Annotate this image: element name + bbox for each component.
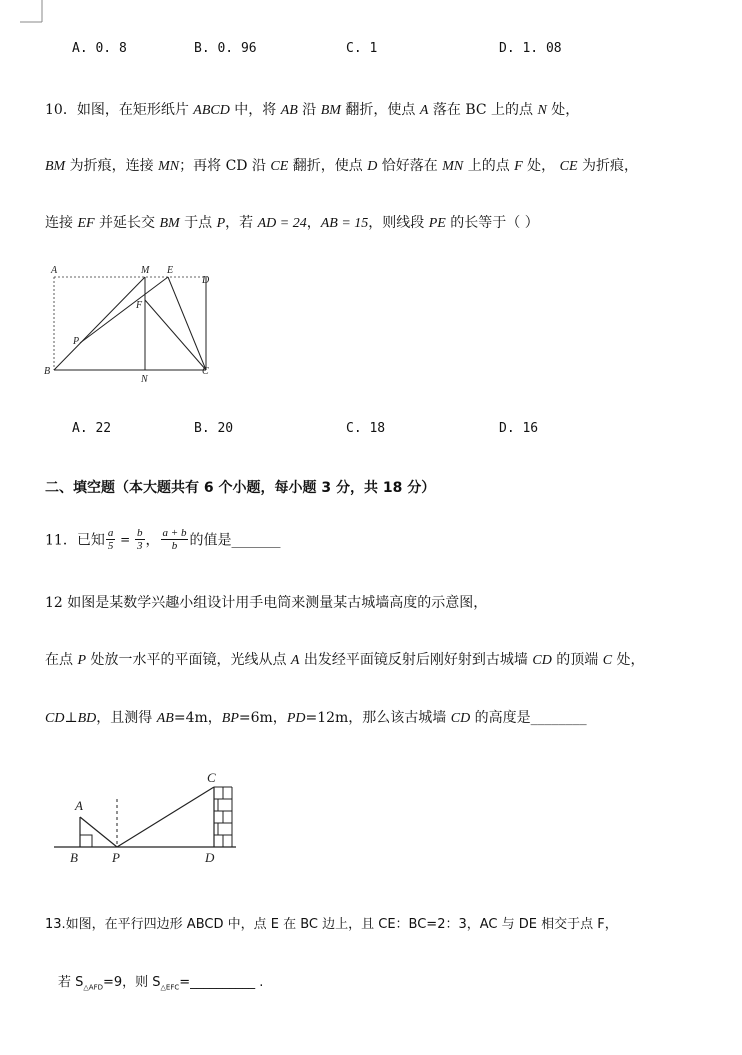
q10-line-3: 连接 EF 并延长交 BM 于点 P，若 AD = 24，AB = 15，则线段 PE 的长等于（ ） — [45, 215, 539, 231]
q9-option-c: C. 1 — [346, 41, 378, 56]
fig-label-a: A — [51, 265, 58, 276]
fig-label-b: B — [70, 850, 78, 865]
fig-ap-ray — [80, 817, 117, 847]
q9-option-b: B. 0. 96 — [194, 41, 257, 56]
q12-line-1: 12 如图是某数学兴趣小组设计用手电筒来测量某古城墙高度的示意图， — [45, 595, 488, 611]
fig-label-c: C — [202, 366, 209, 377]
fig-ec — [168, 277, 206, 370]
q10-option-a: A. 22 — [72, 421, 112, 436]
fig-label-b: B — [44, 366, 51, 377]
fig-label-a: A — [75, 798, 83, 813]
q11-fraction-a5: $\frac{a}{5}$ — [107, 527, 114, 552]
fig-fc — [145, 300, 206, 370]
fig-label-n: N — [141, 374, 148, 385]
q11-fraction-sum: $\frac{a + b}{b}$ — [162, 527, 187, 552]
fig-label-p: P — [112, 850, 120, 865]
fig-pc-ray — [117, 787, 214, 847]
fig-pe — [80, 277, 168, 343]
q12-line-2: 在点 P 处放一水平的平面镜，光线从点 A 出发经平面镜反射后刚好射到古城墙 CD 的顶端 C 处， — [45, 652, 645, 668]
q10-option-b: B. 20 — [194, 421, 234, 436]
q9-option-a: A. 0. 8 — [72, 41, 127, 56]
q13-line-2: 若 $S_{\triangle AFD}=9$，则 $S_{\triangle EFC}=\_\_\_\_\_\_\_\_\_\_$ . — [58, 975, 264, 992]
q13-line-1: 13.如图，在平行四边形 ABCD 中，点 E 在 BC 边上，且 CE：BC=2：3，AC 与 DE 相交于点 F， — [45, 917, 618, 932]
fig-mc — [145, 277, 206, 370]
q10-rectangle-figure — [40, 262, 220, 386]
fig-label-m: M — [141, 265, 150, 276]
section-2-heading: 二、填空题（本大题共有 6 个小题，每小题 3 分，共 18 分） — [45, 480, 436, 496]
q10-option-d: D. 16 — [499, 421, 539, 436]
q12-wall-mirror-figure — [50, 765, 250, 869]
corner-crop-mark — [20, 0, 44, 24]
fig-label-e: E — [167, 265, 174, 276]
fig-label-p: P — [73, 336, 80, 347]
q10-line-2: BM 为折痕，连接 MN；再将 CD 沿 CE 翻折，使点 D 恰好落在 MN 上的点 F 处， CE 为折痕， — [45, 158, 638, 174]
q10-line-1: 10．如图，在矩形纸片 ABCD 中，将 AB 沿 BM 翻折，使点 A 落在 BC 上的点 N 处， — [45, 102, 580, 118]
q11-line: 11．已知 $\frac{a}{5}$ = $\frac{b}{3}$ ， $\frac{a + b}{b}$ 的值是_______ — [45, 527, 281, 552]
q9-option-d: D. 1. 08 — [499, 41, 562, 56]
q11-fraction-b3: $\frac{b}{3}$ — [137, 527, 143, 552]
q10-option-c: C. 18 — [346, 421, 386, 436]
q12-line-3: CD⊥BD，且测得 AB=4m，BP=6m，PD=12m，那么该古城墙 CD 的高度是________ — [45, 710, 587, 726]
fig-right-angle — [80, 835, 92, 847]
fig-label-d: D — [202, 275, 210, 286]
fig-label-d: D — [205, 850, 215, 865]
fig-label-f: F — [136, 300, 143, 311]
fig-bm — [54, 277, 145, 370]
fig-label-c: C — [207, 770, 216, 785]
